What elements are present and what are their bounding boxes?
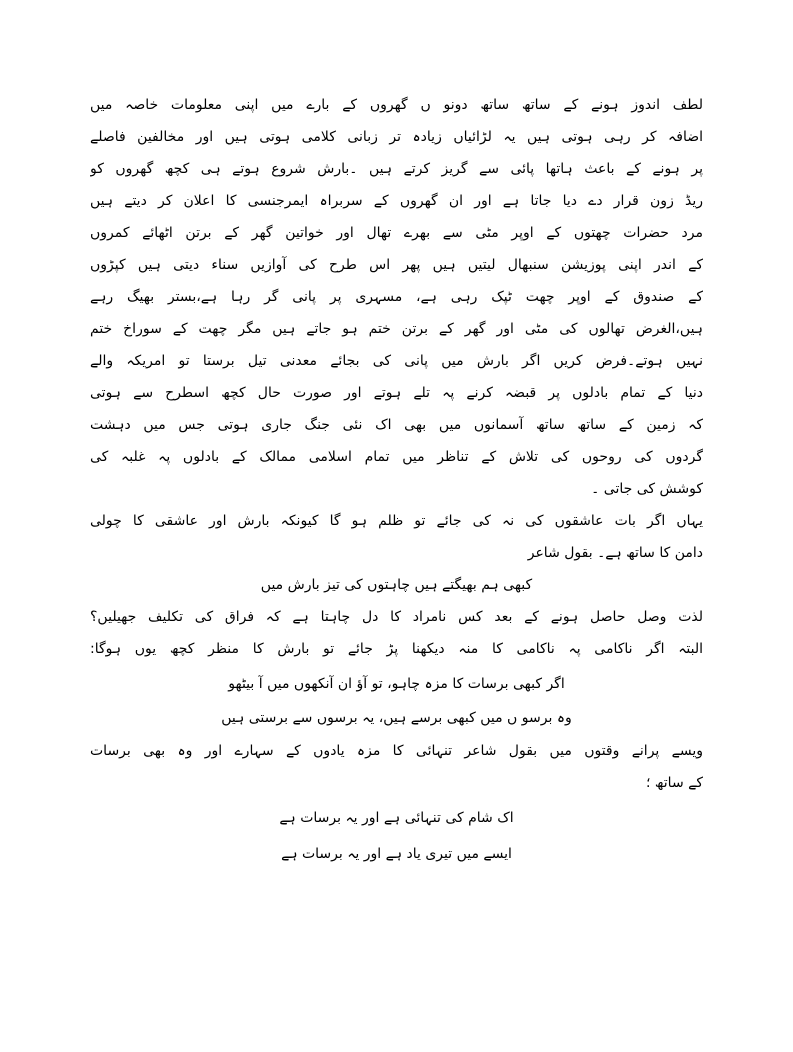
verse-line: اگر کبھی برسات کا مزہ چاہو، تو آؤ ان آنکھوں میں آ بیٹھو xyxy=(228,676,565,692)
verse-line: کبھی ہم بھیگتے ہیں چاہتوں کی تیز بارش میں xyxy=(260,577,533,593)
paragraph-line: کے اندر اپنی پوزیشن سنبھال لیتیں ہیں پھر اس طرح کی آوازیں سناء دیتی ہیں کپڑوں xyxy=(90,257,703,273)
paragraph-line: ہیں،الغرض تھالوں کی مٹی اور گھر کے برتن ختم ہو جاتے ہیں مگر چھت کے سوراخ ختم xyxy=(90,321,703,337)
verse-line: اک شام کی تنہائی ہے اور یہ برسات ہے xyxy=(279,810,514,826)
paragraph-line: پر ہونے کے باعث ہاتھا پائی سے گریز کرتے ہیں ۔بارش شروع ہوتے ہی کچھ گھروں کو xyxy=(90,161,703,177)
paragraph-line: البتہ اگر ناکامی پہ ناکامی کا منہ دیکھنا پڑ جائے تو بارش کا منظر کچھ یوں ہوگا: xyxy=(90,641,703,657)
verse-line: وہ برسو ں میں کبھی برسے ہیں، یہ برسوں سے برستی ہیں xyxy=(221,710,572,726)
paragraph-line: دامن کا ساتھ ہے۔ بقول شاعر xyxy=(527,545,703,561)
paragraph-line: کے صندوق کے اوپر چھت ٹپک رہی ہے، مسہری پر پانی گر رہا ہے،بستر بھیگ رہے xyxy=(90,289,703,305)
verse-line: ایسے میں تیری یاد ہے اور یہ برسات ہے xyxy=(281,846,512,862)
paragraph-line: نہیں ہوتے۔فرض کریں اگر بارش میں پانی کی بجائے معدنی تیل برستا تو امریکہ والے xyxy=(90,353,703,369)
paragraph-line: ریڈ زون قرار دے دیا جاتا ہے اور ان گھروں کے سربراہ ایمرجنسی کا اعلان کر دیتے ہیں xyxy=(90,193,703,209)
paragraph-line: کہ زمین کے ساتھ ساتھ آسمانوں میں بھی اک نئی جنگ جاری ہوتی جس میں دہشت xyxy=(90,417,703,433)
paragraph-line: ویسے پرانے وقتوں میں بقول شاعر تنہائی کا مزہ یادوں کے سہارے اور وہ بھی برسات xyxy=(90,743,703,759)
paragraph-line: اضافہ کر رہی ہوتی ہیں یہ لڑائیاں زیادہ تر زبانی کلامی ہوتی ہیں اور مخالفین فاصلے xyxy=(90,129,703,145)
paragraph-line: یہاں اگر بات عاشقوں کی نہ کی جائے تو ظلم ہو گا کیونکہ بارش اور عاشقی کا چولی xyxy=(90,513,703,529)
paragraph-line: کے ساتھ ؛ xyxy=(646,775,703,791)
paragraph-line: دنیا کے تمام بادلوں پر قبضہ کرنے پہ تلے ہوتے اور صورت حال کچھ اسطرح سے ہوتی xyxy=(90,385,703,401)
paragraph-line: کوشش کی جاتی ۔ xyxy=(591,481,703,497)
paragraph-line: گردوں کی روحوں کی تلاش کے تناظر میں تمام اسلامی ممالک کے بادلوں پہ غلبہ کی xyxy=(90,449,703,465)
paragraph-line: لطف اندوز ہونے کے ساتھ ساتھ دونو ں گھروں کے بارے میں اپنی معلومات خاصہ میں xyxy=(90,97,703,113)
paragraph-line: مرد حضرات چھتوں کے اوپر مٹی سے بھرے تھال اور خواتین گھر کے برتن اٹھائے کمروں xyxy=(90,225,703,241)
paragraph-line: لذت وصل حاصل ہونے کے بعد کس نامراد کا دل چاہتا ہے کہ فراق کی تکلیف جھیلیں؟ xyxy=(90,609,703,625)
